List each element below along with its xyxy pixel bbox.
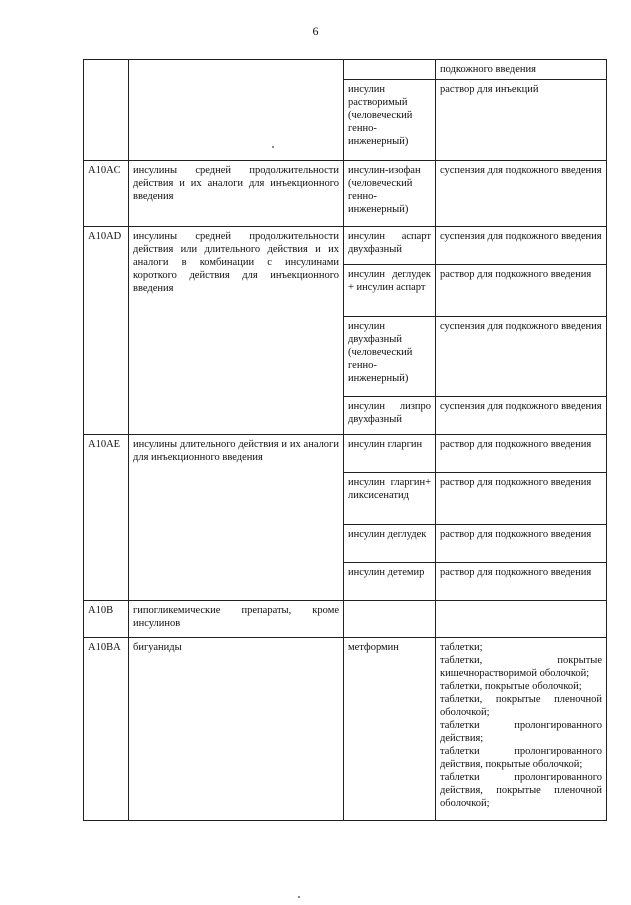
form-line: таблетки пролонгированного действия, покрытые пленочной оболочкой; [440, 772, 602, 809]
scan-speck [272, 146, 274, 148]
drug-cell: инсулин деглудек + инсулин аспарт [344, 265, 436, 317]
atc-code-cell: A10AD [84, 227, 129, 435]
form-line: таблетки пролонгированного действия, покрытые оболочкой; [440, 746, 602, 770]
form-cell [436, 601, 607, 638]
group-cell: инсулины средней продолжительности действия или длительного действия и их аналоги в комбинации с инсулинами короткого действия для инъекционного введения [129, 227, 344, 435]
atc-code-cell: A10AC [84, 161, 129, 227]
form-line: таблетки, покрытые кишечнорастворимой оболочкой; [440, 655, 602, 679]
drug-cell [344, 60, 436, 80]
form-cell: раствор для подкожного введения [436, 525, 607, 563]
drug-cell [344, 601, 436, 638]
drug-cell: метформин [344, 638, 436, 821]
form-cell: раствор для подкожного введения [436, 435, 607, 473]
drug-cell: инсулин гларгин [344, 435, 436, 473]
table-row [84, 435, 607, 473]
scan-speck [298, 896, 300, 898]
group-cell [129, 60, 344, 161]
form-cell: подкожного введения [436, 60, 607, 80]
drug-cell: инсулин лизпро двухфазный [344, 397, 436, 435]
atc-code-cell: A10BA [84, 638, 129, 821]
group-cell: бигуаниды [129, 638, 344, 821]
group-cell: инсулины средней продолжительности действия и их аналоги для инъекционного введения [129, 161, 344, 227]
form-line: таблетки пролонгированного действия; [440, 720, 602, 744]
form-cell: раствор для подкожного введения [436, 265, 607, 317]
form-list-cell [436, 638, 607, 821]
drug-cell: инсулин растворимый (человеческий генно-инженерный) [344, 80, 436, 161]
drug-cell: инсулин гларгин+ликсисенатид [344, 473, 436, 525]
atc-code-cell [84, 60, 129, 161]
table-row [84, 161, 607, 227]
drug-cell: инсулин-изофан (человеческий генно-инженерный) [344, 161, 436, 227]
form-line: таблетки, покрытые пленочной оболочкой; [440, 694, 602, 718]
form-cell: раствор для подкожного введения [436, 563, 607, 601]
form-line: таблетки; [440, 642, 483, 653]
drug-table [83, 59, 607, 821]
form-cell: раствор для подкожного введения [436, 473, 607, 525]
group-cell: инсулины длительного действия и их аналоги для инъекционного введения [129, 435, 344, 601]
atc-code-cell: A10B [84, 601, 129, 638]
form-line: таблетки, покрытые оболочкой; [440, 681, 582, 692]
atc-code-cell: A10AE [84, 435, 129, 601]
table-row [84, 638, 607, 821]
form-cell: суспензия для подкожного введения [436, 317, 607, 397]
drug-cell: инсулин аспарт двухфазный [344, 227, 436, 265]
drug-cell: инсулин двухфазный (человеческий генно-инженерный) [344, 317, 436, 397]
table-row [84, 601, 607, 638]
table-row [84, 60, 607, 80]
page-number: 6 [312, 24, 319, 38]
form-cell: раствор для инъекций [436, 80, 607, 161]
form-cell: суспензия для подкожного введения [436, 161, 607, 227]
form-cell: суспензия для подкожного введения [436, 227, 607, 265]
form-cell: суспензия для подкожного введения [436, 397, 607, 435]
drug-cell: инсулин детемир [344, 563, 436, 601]
drug-cell: инсулин деглудек [344, 525, 436, 563]
table-row [84, 227, 607, 265]
group-cell: гипогликемические препараты, кроме инсулинов [129, 601, 344, 638]
